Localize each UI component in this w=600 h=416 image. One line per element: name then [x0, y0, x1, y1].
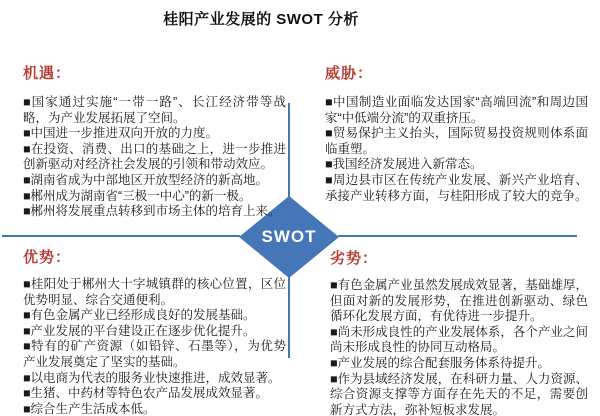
bullet-item: ■郴州成为湖南省“三极一中心”的新一极。 — [23, 188, 252, 203]
bullet-item: ■周边县市区在传统产业发展、新兴产业培育、承接产业转移方面，与桂阳形成了较大的竞争。 — [325, 172, 588, 203]
bullet-item: ■产业发展的平台建设正在逐步优化提升。 — [23, 323, 256, 338]
bullet-item: ■在投资、消费、出口的基础之上，进一步推进创新驱动对经济社会发展的引领和带动效应。 — [23, 141, 286, 172]
strengths-heading: 优势： — [23, 249, 72, 266]
page-title: 桂阳产业发展的 SWOT 分析 — [163, 11, 359, 28]
opportunities-heading: 机遇： — [23, 65, 72, 82]
weaknesses-list — [330, 278, 588, 416]
bullet-item: ■作为县域经济发展，在科研力量、人力资源、综合资源支撑等方面存在先天的不足，需要创新方式方法，弥补短板求发展。 — [330, 371, 588, 416]
threats-list — [325, 95, 588, 204]
quadrant-opportunities — [23, 62, 286, 220]
connector-line-left — [2, 235, 240, 237]
bullet-item: ■尚未形成良性的产业发展体系，各个产业之间尚未形成良性的协同互动格局。 — [330, 324, 588, 355]
bullet-item: ■中国制造业面临发达国家“高端回流”和周边国家“中低端分流”的双重挤压。 — [325, 95, 588, 125]
bullet-item: ■生猪、中药材等特色农产品发展成效显著。 — [23, 386, 269, 401]
bullet-item: ■桂阳处于郴州大十字城镇群的核心位置，区位优势明显、综合交通便利。 — [23, 277, 286, 307]
bullet-item: ■有色金属产业已经形成良好的发展基础。 — [23, 308, 256, 323]
quadrant-weaknesses — [330, 247, 588, 416]
quadrant-threats — [325, 62, 588, 204]
bullet-item: ■中国进一步推进双向开放的力度。 — [23, 126, 219, 141]
bullet-item: ■有色金属产业虽然发展成效显著，基础雄厚，但面对新的发展形势，在推进创新驱动、绿色循环化发展方面，有优待进一步提升。 — [330, 278, 588, 324]
weaknesses-heading: 劣势： — [330, 250, 379, 267]
quadrant-strengths — [23, 246, 286, 416]
bullet-item: ■我国经济发展进入新常态。 — [325, 157, 483, 172]
bullet-item: ■以电商为代表的服务业快速推进，成效显著。 — [23, 370, 281, 385]
bullet-item: ■综合生产生活成本低。 — [23, 401, 156, 416]
connector-line-top — [288, 103, 290, 197]
opportunities-list — [23, 95, 286, 220]
connector-line-bottom — [288, 277, 290, 358]
threats-heading: 威胁： — [325, 65, 374, 82]
strengths-list — [23, 277, 286, 416]
swot-center-label: SWOT — [261, 227, 317, 246]
connector-line-right — [338, 235, 577, 237]
bullet-item: ■郴州将发展重点转移到市场主体的培育上来。 — [23, 204, 281, 219]
bullet-item: ■湖南省成为中部地区开放型经济的新高地。 — [23, 172, 269, 187]
bullet-item: ■国家通过实施“一带一路”、长江经济带等战略，为产业发展拓展了空间。 — [23, 95, 286, 125]
bullet-item: ■贸易保护主义抬头，国际贸易投资规则体系面临重塑。 — [325, 126, 588, 156]
bullet-item: ■特有的矿产资源（如铅锌、石墨等），为优势产业发展奠定了坚实的基础。 — [23, 339, 286, 369]
bullet-item: ■产业发展的综合配套服务体系待提升。 — [330, 355, 551, 370]
